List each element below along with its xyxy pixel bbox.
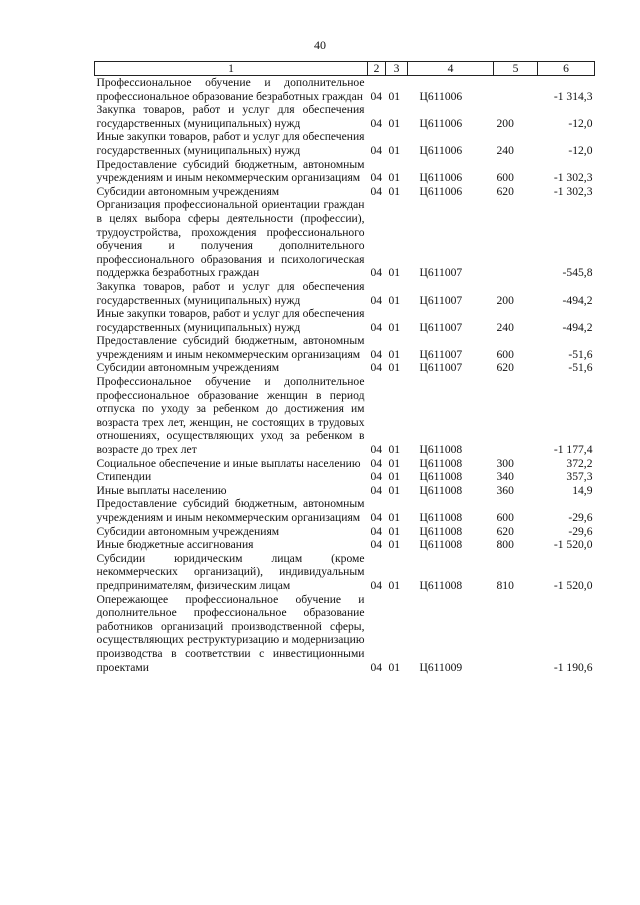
table-row [95, 375, 595, 457]
row-section: 04 [370, 524, 383, 538]
row-expense-type: 240 [496, 143, 514, 157]
row-name: Социальное обеспечение и иные выплаты населению [96, 456, 361, 470]
row-amount: -1 190,6 [553, 660, 593, 674]
row-expense-type [494, 593, 538, 675]
row-name: Стипендии [96, 470, 152, 484]
table-row [95, 76, 595, 104]
row-name: Организация профессиональной ориентации граждан в целях выбора сферы деятельности (профессии), трудоустройства, прохождения профессионального обучения и получения дополнительного профессионального образования и психологическая поддержка безработных граждан [96, 198, 365, 280]
row-section: 04 [370, 320, 383, 334]
table-row [95, 185, 595, 199]
column-header-section: 2 [368, 62, 386, 76]
row-subsection: 01 [388, 293, 401, 307]
row-target-article: Ц611008 [419, 470, 463, 484]
table-row [95, 552, 595, 593]
row-target-article: Ц611008 [419, 511, 463, 524]
row-target-article: Ц611007 [419, 293, 463, 307]
row-expense-type: 800 [496, 538, 514, 552]
table-row [95, 198, 595, 280]
row-subsection: 01 [388, 89, 401, 103]
row-expense-type: 200 [496, 116, 514, 130]
row-subsection: 01 [388, 470, 401, 484]
table-row [95, 280, 595, 307]
row-section: 04 [370, 266, 383, 280]
row-name: Иные бюджетные ассигнования [96, 538, 254, 552]
row-name: Субсидии автономным учреждениям [96, 524, 280, 538]
row-name: Субсидии автономным учреждениям [96, 184, 280, 198]
row-section: 04 [370, 116, 383, 130]
row-target-article: Ц611008 [419, 443, 463, 457]
page-number: 40 [314, 38, 326, 52]
column-header-subsection: 3 [386, 62, 408, 76]
row-target-article: Ц611007 [419, 347, 463, 361]
column-header-amount: 6 [538, 62, 595, 76]
budget-table [94, 61, 595, 674]
row-subsection: 01 [388, 347, 401, 361]
row-subsection: 01 [388, 116, 401, 130]
row-section: 04 [370, 470, 383, 484]
row-expense-type: 600 [496, 511, 514, 524]
row-amount: -51,6 [568, 361, 593, 375]
row-subsection: 01 [388, 578, 401, 592]
table-row [95, 457, 595, 471]
row-target-article: Ц611008 [419, 456, 463, 470]
row-expense-type: 620 [496, 524, 514, 538]
row-target-article: Ц611008 [419, 538, 463, 552]
row-subsection: 01 [388, 660, 401, 674]
table-row [95, 158, 595, 185]
row-expense-type [494, 375, 538, 457]
table-row [95, 470, 595, 484]
row-section: 04 [370, 184, 383, 198]
row-amount: -1 520,0 [553, 538, 593, 552]
row-section: 04 [370, 293, 383, 307]
table-row [95, 593, 595, 675]
table-row [95, 103, 595, 130]
table-row [95, 130, 595, 157]
row-name: Субсидии автономным учреждениям [96, 361, 280, 375]
table-row [95, 484, 595, 498]
row-name: Субсидии юридическим лицам (кроме некоммерческих организаций), индивидуальным предпринимателям, физическим лицам [96, 551, 365, 592]
table-row [95, 525, 595, 539]
row-section: 04 [370, 456, 383, 470]
row-name: Опережающее профессиональное обучение и дополнительное профессиональное образование работников организаций производственной сферы, осуществляющих реструктуризацию и модернизацию производства в соответствии с инвестиционными проектами [96, 592, 365, 674]
row-target-article: Ц611008 [419, 524, 463, 538]
row-section: 04 [370, 171, 383, 185]
row-subsection: 01 [388, 443, 401, 457]
row-expense-type [494, 198, 538, 280]
row-amount: -12,0 [568, 143, 593, 157]
row-expense-type: 620 [496, 361, 514, 375]
row-target-article: Ц611006 [419, 184, 463, 198]
row-section: 04 [370, 538, 383, 552]
row-section: 04 [370, 143, 383, 157]
row-amount: -1 302,3 [553, 171, 593, 185]
row-amount: -1 177,4 [553, 443, 593, 457]
row-section: 04 [370, 89, 383, 103]
table-row [95, 307, 595, 334]
row-subsection: 01 [388, 511, 401, 524]
row-expense-type [494, 76, 538, 104]
row-name: Профессиональное обучение и дополнительное профессиональное образование женщин в период отпуска по уходу за ребенком до достижения им возраста трех лет, женщин, не состоящих в трудовых отношениях, осуществляющих уход за ребенком в возрасте до трех лет [96, 375, 365, 457]
row-name: Иные закупки товаров, работ и услуг для обеспечения государственных (муниципальных) нужд [96, 307, 365, 334]
row-target-article: Ц611006 [419, 89, 463, 103]
row-subsection: 01 [388, 184, 401, 198]
row-name: Предоставление субсидий бюджетным, автономным учреждениям и иным некоммерческим организациям [96, 334, 365, 361]
row-amount: -29,6 [568, 524, 593, 538]
row-subsection: 01 [388, 538, 401, 552]
row-target-article: Ц611008 [419, 483, 463, 497]
row-subsection: 01 [388, 524, 401, 538]
row-name: Предоставление субсидий бюджетным, автономным учреждениям и иным некоммерческим организациям [96, 157, 365, 185]
row-expense-type: 600 [496, 171, 514, 185]
row-target-article: Ц611007 [419, 266, 463, 280]
row-target-article: Ц611007 [419, 320, 463, 334]
row-subsection: 01 [388, 320, 401, 334]
row-name: Закупка товаров, работ и услуг для обеспечения государственных (муниципальных) нужд [96, 279, 365, 307]
table-row [95, 334, 595, 361]
row-amount: -545,8 [562, 266, 593, 280]
row-subsection: 01 [388, 483, 401, 497]
row-section: 04 [370, 347, 383, 361]
row-name: Закупка товаров, работ и услуг для обеспечения государственных (муниципальных) нужд [96, 103, 365, 130]
row-amount: -29,6 [568, 511, 593, 524]
row-section: 04 [370, 578, 383, 592]
row-subsection: 01 [388, 361, 401, 375]
row-expense-type: 810 [496, 578, 514, 592]
row-amount: 14,9 [572, 483, 593, 497]
row-section: 04 [370, 361, 383, 375]
row-amount: 357,3 [566, 470, 593, 484]
row-subsection: 01 [388, 266, 401, 280]
row-expense-type: 200 [496, 293, 514, 307]
row-target-article: Ц611009 [419, 660, 463, 674]
row-target-article: Ц611006 [419, 143, 463, 157]
row-amount: -1 520,0 [553, 578, 593, 592]
row-expense-type: 240 [496, 320, 514, 334]
row-expense-type: 600 [496, 347, 514, 361]
row-section: 04 [370, 660, 383, 674]
row-section: 04 [370, 511, 383, 524]
row-amount: 372,2 [566, 456, 593, 470]
table-row [95, 497, 595, 524]
row-name: Иные закупки товаров, работ и услуг для обеспечения государственных (муниципальных) нужд [96, 130, 365, 157]
table-row [95, 538, 595, 552]
row-expense-type: 300 [496, 456, 514, 470]
row-amount: -1 314,3 [553, 89, 593, 103]
row-amount: -1 302,3 [553, 184, 593, 198]
table-row [95, 361, 595, 375]
row-target-article: Ц611006 [419, 171, 463, 185]
row-amount: -51,6 [568, 347, 593, 361]
column-header-expense-type: 5 [494, 62, 538, 76]
row-name: Профессиональное обучение и дополнительное профессиональное образование безработных граждан [96, 76, 365, 103]
row-section: 04 [370, 483, 383, 497]
row-subsection: 01 [388, 171, 401, 185]
row-amount: -494,2 [562, 320, 593, 334]
column-header-name: 1 [95, 62, 368, 76]
row-target-article: Ц611008 [419, 578, 463, 592]
row-expense-type: 360 [496, 483, 514, 497]
row-subsection: 01 [388, 456, 401, 470]
row-subsection: 01 [388, 143, 401, 157]
row-section: 04 [370, 443, 383, 457]
row-expense-type: 620 [496, 184, 514, 198]
row-target-article: Ц611006 [419, 116, 463, 130]
row-name: Предоставление субсидий бюджетным, автономным учреждениям и иным некоммерческим организациям [96, 497, 365, 524]
row-amount: -494,2 [562, 293, 593, 307]
column-header-target-article: 4 [408, 62, 494, 76]
row-target-article: Ц611007 [419, 361, 463, 375]
row-expense-type: 340 [496, 470, 514, 484]
row-name: Иные выплаты населению [96, 483, 227, 497]
row-amount: -12,0 [568, 116, 593, 130]
header-row [95, 62, 595, 76]
